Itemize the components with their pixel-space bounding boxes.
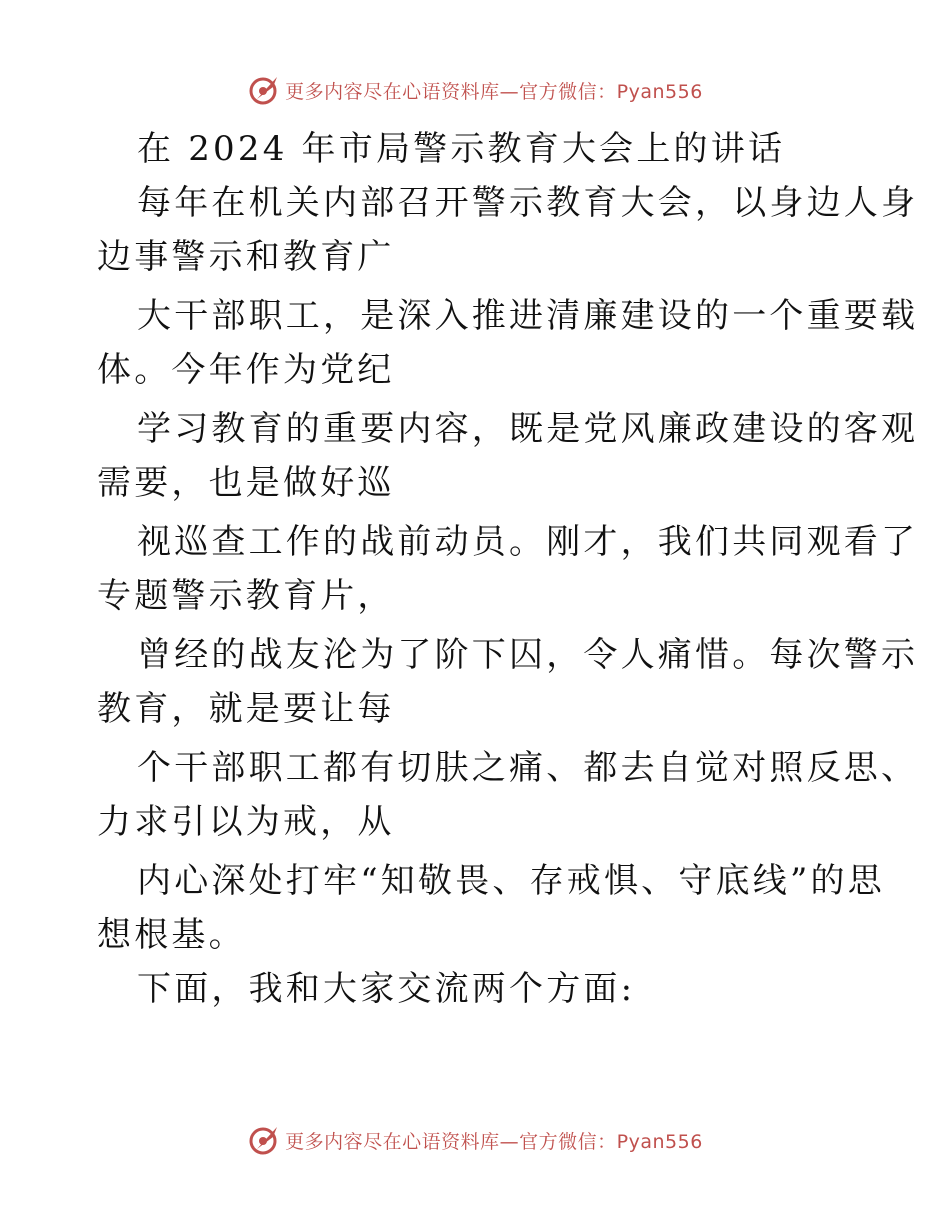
paragraph-line: 专题警示教育片，: [97, 576, 395, 616]
paragraph-line: 下面，我和大家交流两个方面:: [137, 969, 636, 1009]
paragraph-line: 内心深处打牢“知敬畏、存戒惧、守底线”的思: [137, 861, 885, 901]
paragraph-line: 每年在机关内部召开警示教育大会，以身边人身: [137, 183, 919, 223]
document-body: [97, 122, 919, 1016]
paragraph-line: 想根基。: [97, 915, 246, 955]
paragraph-line: 曾经的战友沦为了阶下囚，令人痛惜。每次警示: [137, 635, 919, 675]
paragraph-line: 力求引以为戒，从: [97, 802, 395, 842]
banner-text: 更多内容尽在心语资料库—官方微信：Pyan556: [285, 80, 703, 103]
paragraph-line: 个干部职工都有切肤之痛、都去自觉对照反思、: [137, 748, 919, 788]
header-banner: [0, 70, 950, 110]
paragraph-line: 需要，也是做好巡: [97, 463, 395, 503]
paragraph-line: 边事警示和教育广: [97, 237, 395, 277]
quill-pen-logo-icon: [247, 1123, 281, 1157]
quill-pen-logo-icon: [247, 73, 281, 107]
document-title: 在 2024 年市局警示教育大会上的讲话: [137, 129, 786, 169]
banner-text: 更多内容尽在心语资料库—官方微信：Pyan556: [285, 1130, 703, 1153]
footer-banner: [0, 1120, 950, 1160]
paragraph-line: 大干部职工，是深入推进清廉建设的一个重要载: [137, 296, 919, 336]
paragraph-line: 视巡查工作的战前动员。刚才，我们共同观看了: [137, 522, 919, 562]
paragraph-line: 学习教育的重要内容，既是党风廉政建设的客观: [137, 409, 919, 449]
paragraph-line: 教育，就是要让每: [97, 689, 395, 729]
paragraph-line: 体。今年作为党纪: [97, 350, 395, 390]
